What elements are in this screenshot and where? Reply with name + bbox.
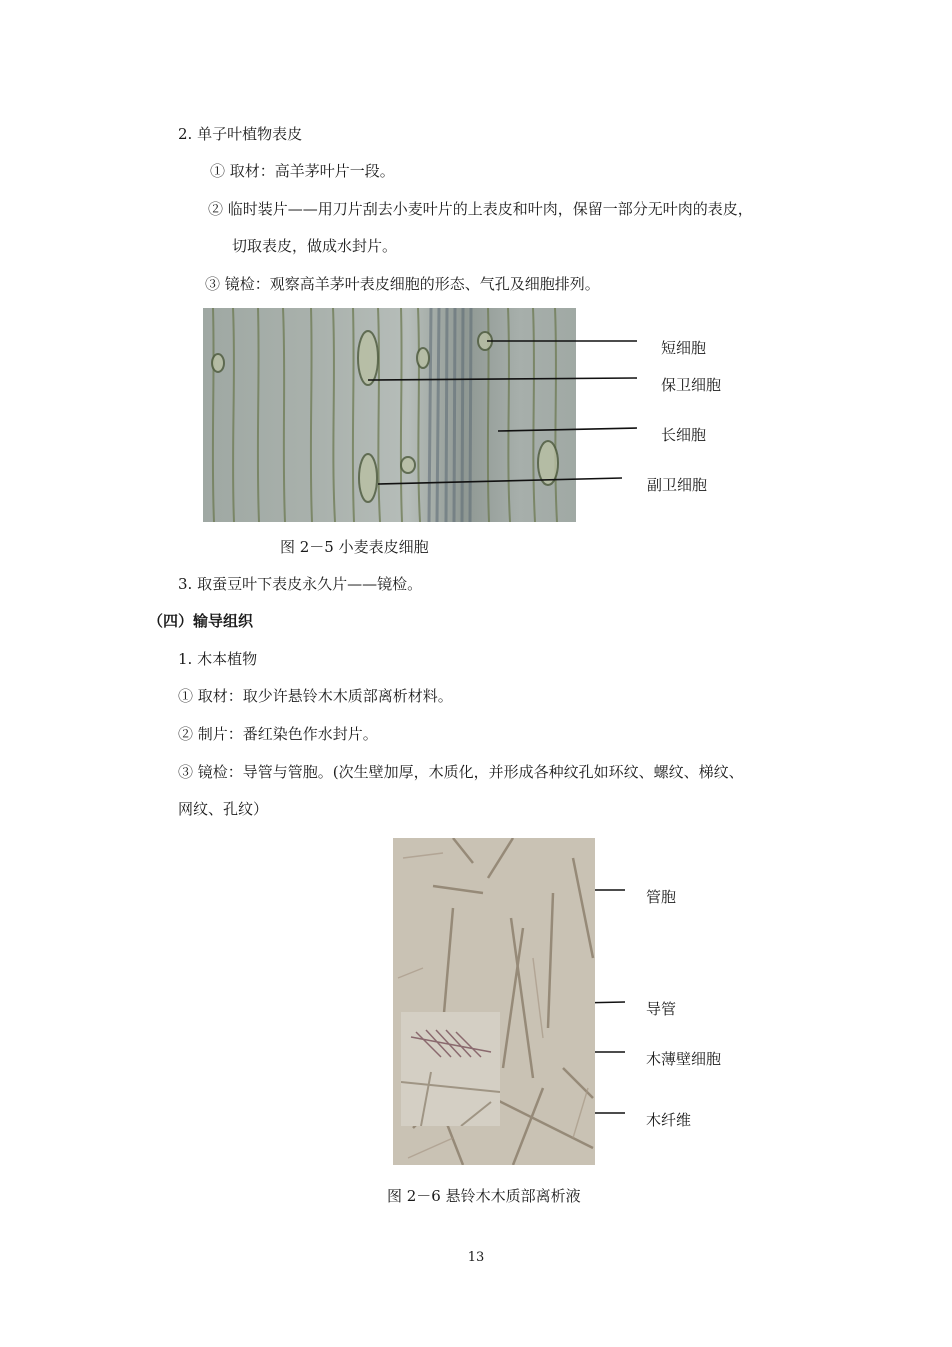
text-section-4-1-step1: ① 取材：取少许悬铃木木质部离析材料。: [178, 687, 453, 705]
text-section-2-step2-line1: ② 临时装片——用刀片刮去小麦叶片的上表皮和叶肉，保留一部分无叶肉的表皮，: [208, 200, 753, 218]
micrograph-inset-parenchyma: [401, 1012, 500, 1126]
heading-conducting-tissue: （四）输导组织: [148, 612, 254, 630]
text-section-2-step2-line2: 切取表皮，做成水封片。: [232, 237, 398, 255]
text-section-2-title: 2. 单子叶植物表皮: [178, 125, 303, 143]
label-tracheid: 管胞: [646, 888, 677, 906]
page-number: 13: [467, 1250, 485, 1265]
label-guard-cell: 保卫细胞: [661, 376, 722, 394]
text-section-2-step1: ① 取材：高羊茅叶片一段。: [210, 162, 395, 180]
caption-figure-2-6: 图 2－6 悬铃木木质部离析液: [387, 1187, 581, 1205]
label-subsidiary-cell: 副卫细胞: [647, 476, 708, 494]
label-xylem-fiber: 木纤维: [646, 1111, 692, 1129]
text-section-2-step3: ③ 镜检：观察高羊茅叶表皮细胞的形态、气孔及细胞排列。: [205, 275, 600, 293]
text-section-4-1-step3-line2: 网纹、孔纹）: [178, 800, 269, 818]
label-xylem-parenchyma: 木薄壁细胞: [646, 1050, 722, 1068]
text-section-3: 3. 取蚕豆叶下表皮永久片——镜检。: [178, 575, 423, 593]
caption-figure-2-5: 图 2－5 小麦表皮细胞: [280, 538, 429, 556]
label-short-cell: 短细胞: [661, 339, 707, 357]
text-section-4-1-title: 1. 木本植物: [178, 650, 258, 668]
label-vessel: 导管: [646, 1000, 677, 1018]
micrograph-xylem-maceration: [393, 838, 595, 1165]
text-section-4-1-step3-line1: ③ 镜检：导管与管胞。(次生壁加厚，木质化，并形成各种纹孔如环纹、螺纹、梯纹、: [178, 763, 744, 781]
label-long-cell: 长细胞: [661, 426, 707, 444]
text-section-4-1-step2: ② 制片：番红染色作水封片。: [178, 725, 378, 743]
